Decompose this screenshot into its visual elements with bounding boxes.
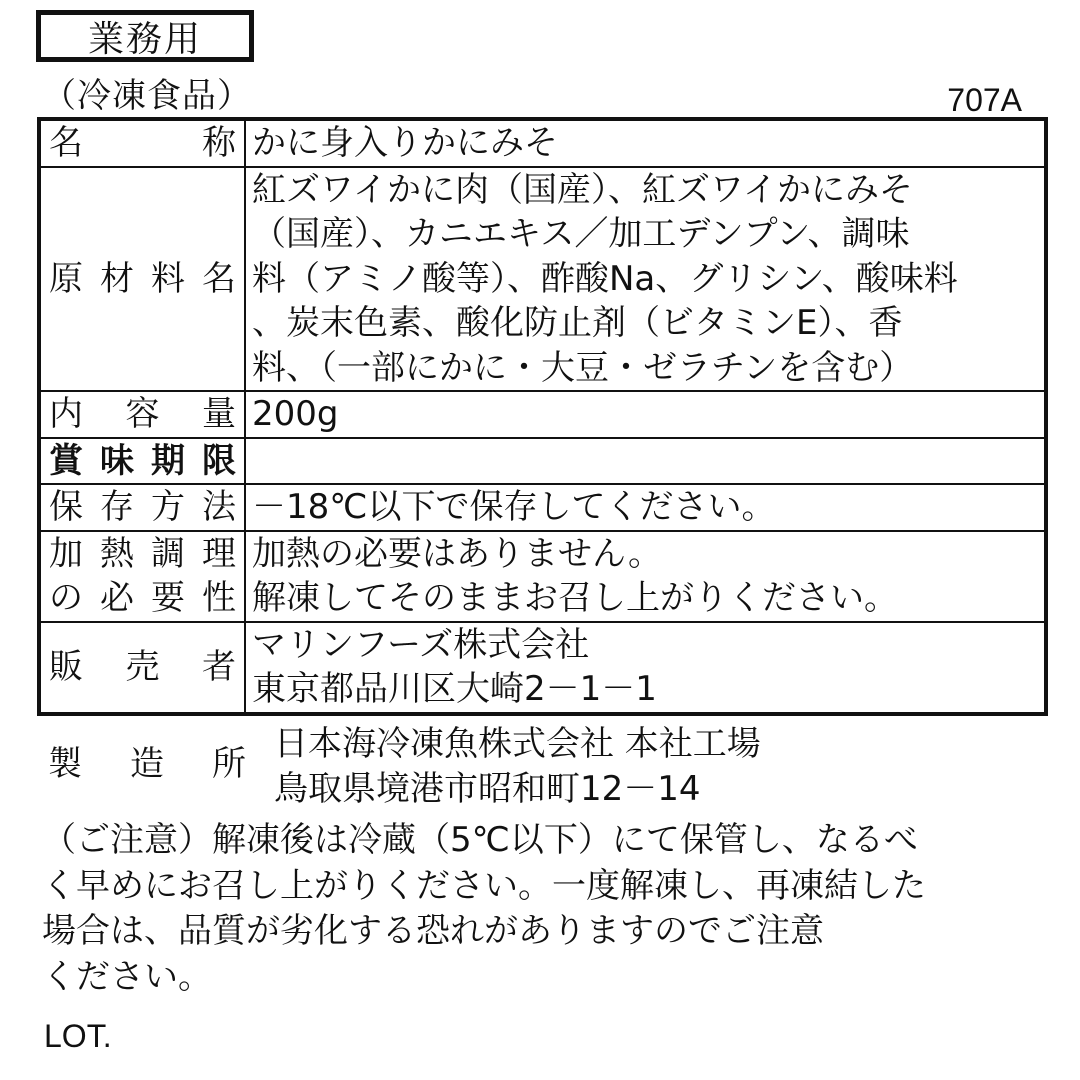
- key-ingredients: 原材料名: [49, 258, 236, 299]
- row-ingredients: [39, 167, 1046, 392]
- key-name: 名称: [49, 123, 236, 163]
- ingredients-line: （国産）、カニエキス／加工デンプン、調味: [252, 214, 910, 254]
- row-heating: [39, 531, 1046, 622]
- ingredients-line: 料、（一部にかに・大豆・ゼラチンを含む）: [252, 347, 914, 388]
- manufacturer-key: 製造所: [48, 744, 246, 784]
- label-key: [39, 622, 245, 714]
- label-value: [245, 438, 1046, 485]
- key-heating-2: の必要性: [49, 578, 236, 618]
- manufacturer-line: 日本海冷凍魚株式会社 本社工場: [274, 724, 761, 764]
- value-storage: －18℃以下で保存してください。: [252, 487, 776, 527]
- product-category: （冷凍食品）: [42, 76, 252, 116]
- label-key: [39, 484, 245, 531]
- key-seller: 販売者: [49, 646, 236, 687]
- caution-line: 場合は、品質が劣化する恐れがありますのでご注意: [42, 911, 824, 951]
- food-label-table: [37, 117, 1048, 716]
- label-value: [245, 167, 1046, 392]
- ingredients-line: 紅ズワイかに肉（国産）、紅ズワイかにみそ: [252, 169, 913, 210]
- label-value: [245, 484, 1046, 531]
- seller-line: 東京都品川区大崎2－1－1: [252, 669, 657, 709]
- row-storage: [39, 484, 1046, 531]
- key-best-before: 賞味期限: [49, 440, 236, 481]
- label-key: [39, 391, 245, 438]
- label-value: [245, 391, 1046, 438]
- key-heating-1: 加熱調理: [49, 533, 236, 574]
- value-content: 200g: [252, 394, 339, 434]
- row-seller: [39, 622, 1046, 714]
- row-product-name: [39, 119, 1046, 167]
- manufacturer-value: [274, 722, 761, 812]
- value-name: かに身入りかにみそ: [252, 123, 558, 163]
- caution-line: く早めにお召し上がりください。一度解凍し、再凍結した: [42, 865, 926, 906]
- heating-line: 解凍してそのままお召し上がりください。: [252, 578, 898, 618]
- lot-number: LOT.: [44, 1018, 112, 1054]
- seller-line: マリンフーズ株式会社: [252, 624, 590, 665]
- label-value: [245, 622, 1046, 714]
- key-storage: 保存方法: [49, 487, 236, 527]
- label-value: [245, 119, 1046, 167]
- caution-line: ください。: [42, 956, 212, 997]
- value-best-before: [252, 439, 1038, 484]
- label-key: [39, 119, 245, 167]
- caution-note: [42, 818, 1042, 1000]
- heating-line: 加熱の必要はありません。: [252, 533, 663, 574]
- ingredients-line: 、炭末色素、酸化防止剤（ビタミンE）、香: [252, 303, 903, 343]
- row-net-content: [39, 391, 1046, 438]
- caution-line: （ご注意）解凍後は冷蔵（5℃以下）にて保管し、なるべ: [42, 820, 918, 860]
- key-content: 内容量: [49, 394, 236, 434]
- manufacturer-line: 鳥取県境港市昭和町12－14: [274, 769, 701, 809]
- label-key: [39, 531, 245, 622]
- business-use-badge: 業務用: [36, 10, 254, 62]
- label-key: [39, 167, 245, 392]
- ingredients-line: 料（アミノ酸等）、酢酸Na、グリシン、酸味料: [252, 258, 958, 299]
- product-code: 707A: [947, 82, 1022, 118]
- label-value: [245, 531, 1046, 622]
- row-best-before: [39, 438, 1046, 485]
- label-key: [39, 438, 245, 485]
